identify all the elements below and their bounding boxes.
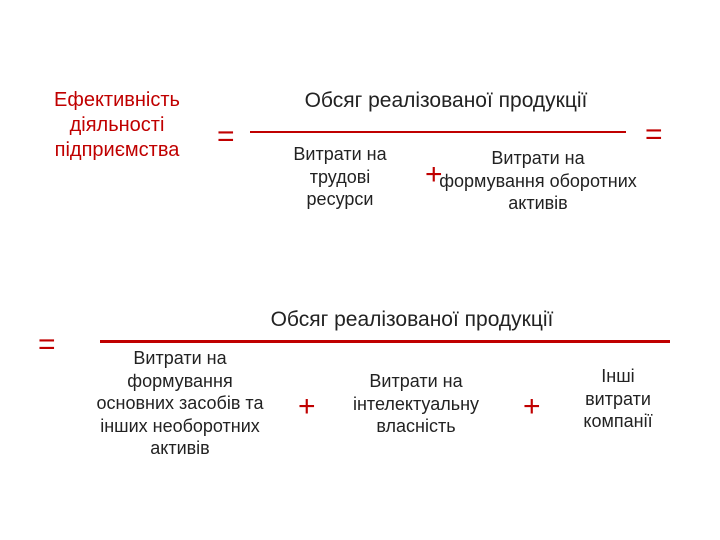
equals-sign-2: = bbox=[645, 118, 663, 151]
equals-sign-3: = bbox=[38, 328, 56, 361]
equals-sign-1: = bbox=[217, 120, 235, 153]
efficiency-label: Ефективність діяльності підприємства bbox=[54, 89, 180, 161]
fraction-line-row1 bbox=[250, 131, 626, 133]
plus-sign-1: + bbox=[425, 158, 443, 191]
labor-costs-term: Витрати на трудові ресурси bbox=[293, 144, 387, 209]
numerator-row2: Обсяг реалізованої продукції bbox=[270, 308, 554, 331]
intellectual-property-term: Витрати на інтелектуальну власність bbox=[352, 371, 480, 436]
plus-sign-3: + bbox=[523, 390, 541, 423]
fixed-assets-term: Витрати на формування основних засобів та інших необоротних активів bbox=[96, 348, 264, 458]
working-assets-term: Витрати на формування оборотних активів bbox=[439, 148, 637, 213]
plus-sign-2: + bbox=[298, 390, 316, 423]
numerator-row1: Обсяг реалізованої продукції bbox=[304, 89, 588, 112]
other-costs-term: Інші витрати компанії bbox=[583, 366, 653, 431]
fraction-line-row2 bbox=[100, 340, 670, 343]
